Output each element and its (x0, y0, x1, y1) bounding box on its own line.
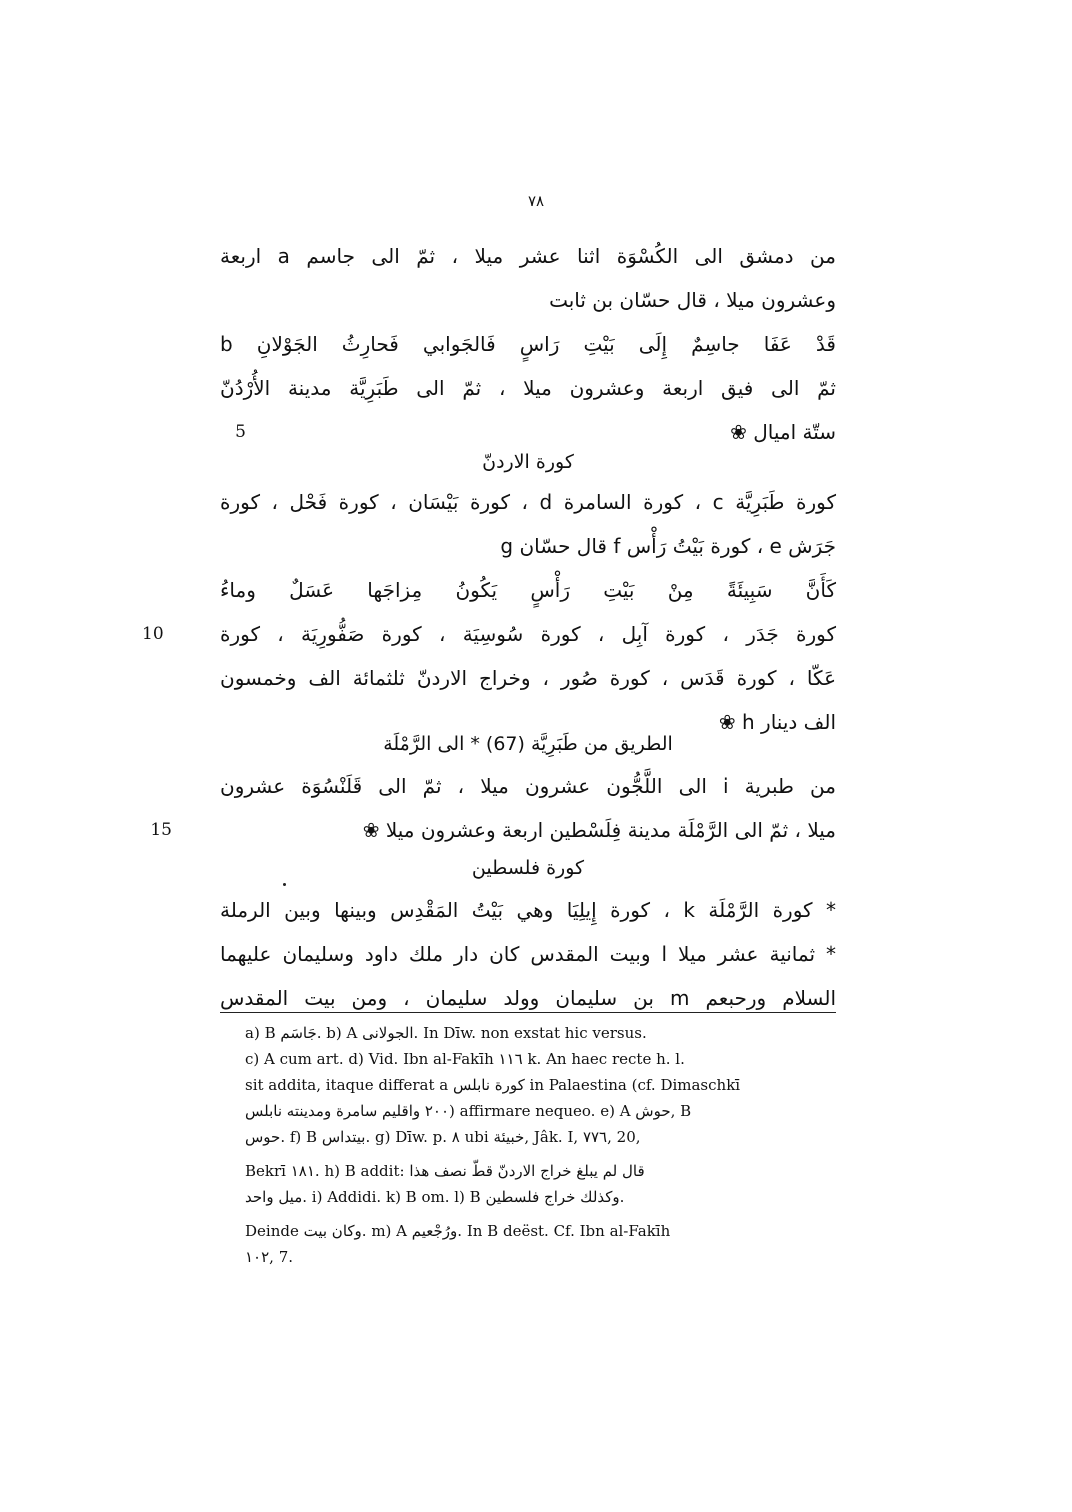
line-number: 5 (235, 422, 246, 442)
footnote-line: ميل واحد. i) Addidi. k) B om. l) B وكذلك خراج فلسطين. (245, 1188, 625, 1206)
text-line: من طبرية i الى اللَّجُّون عشرون ميلا ، ثمّ الى قَلَنْسُوَة عشرون (220, 774, 836, 798)
line-number: 15 (150, 820, 172, 840)
text-line: * كورة الرَّمْلَة k ، كورة إِيلِيَا وهي بَيْتُ المَقْدِس وبينها وبين الرملة (220, 898, 836, 922)
footnote-line: a) B جَاسَم. b) A الجولانى. In Dīw. non exstat hic versus. (245, 1024, 647, 1042)
heading-urdunn: كورة الاردنّ (482, 451, 574, 473)
text-line: كورة جَدَر ، كورة آبِل ، كورة سُوسِيَة ، كورة صَفُّورِيَة ، كورة 10 (220, 612, 836, 656)
text-line: كورة طَبَرِيَّة c ، كورة السامرة d ، كورة بَيْسَان ، كورة فَحْل ، كورة (220, 490, 837, 514)
text-line: * ثمانية عشر ميلا l وبيت المقدس كان دار ملك داود وسليمان عليهما (220, 942, 836, 966)
main-text-block-4 (220, 888, 836, 1020)
main-text-block-1 (220, 234, 836, 454)
main-text-block-2 (142, 480, 837, 744)
stray-mark (283, 883, 286, 886)
text-line: ستّة اميال ❀ 5 (220, 410, 836, 454)
section-heading (220, 440, 836, 484)
page-number: ٧٨ (527, 192, 545, 210)
footnote-line: c) A cum art. d) Vid. Ibn al-Fakīh ١١٦ k. An haec recte h. l. (245, 1050, 685, 1068)
footnote-line: Deinde وكان بيت. m) A ورُجْعيم. In B deëst. Cf. Ibn al-Fakīh (245, 1222, 671, 1240)
text-line: ثمّ الى فيق اربعة وعشرون ميلا ، ثمّ الى طَبَرِيَّة مدينة الأُرْدُنّ (220, 376, 836, 400)
heading-road-tiberias-ramla: الطريق من طَبَرِيَّة (67) * الى الرَّمْلَة (383, 733, 673, 755)
section-heading (220, 722, 836, 766)
main-text-block-3 (150, 764, 836, 852)
section-heading (220, 846, 836, 890)
text-line: عَكّا ، كورة قَدَس ، كورة صُور ، وخراج الاردنّ ثلثمائة الف وخمسون (220, 666, 836, 690)
footnote-line: Bekrī ١٨١. h) B addit: قال لم يبلغ خراج الاردنّ قطّ نصف هذا (245, 1162, 645, 1180)
text-line: جَرَش e ، كورة بَيْتُ رَأْس f قال حسّان g (500, 534, 836, 558)
text-line: وعشرون ميلا ، قال حسّان بن ثابت (549, 288, 836, 312)
footnote-line: sit addita, itaque differat a كورة نابلس in Palaestina (cf. Dimaschkī (245, 1076, 741, 1094)
footnote-line: حوس. f) B بيتداس. g) Dīw. p. ٨ ubi خبيئة, Jâk. I, ٧٧٦, 20, (245, 1128, 641, 1146)
text-line: السلام ورحبعم m بن سليمان وولد سليمان ، ومن بيت المقدس (220, 986, 837, 1010)
heading-filastin: كورة فلسطين (471, 857, 585, 879)
verse-line: قَدْ عَفَا جاسِمٌ إِلَى بَيْتِ رَاسٍ فَالجَوابي فَحارِثُ الجَوْلانِ b (220, 332, 836, 356)
line-number: 10 (142, 624, 164, 644)
text-line: من دمشق الى الكُسْوَة اثنا عشر ميلا ، ثمّ الى جاسم a اربعة (220, 244, 836, 268)
footnotes (245, 1020, 839, 1270)
verse-line: كَأَنَّ سَبِيئَةً مِنْ بَيْتِ رَأْسٍ يَكُونُ مِزاجَها عَسَلٌ وماءُ (220, 578, 836, 602)
footnote-divider (220, 1012, 836, 1013)
text-line: الف دينار h ❀ (718, 710, 836, 734)
footnote-line: ١٠٢, 7. (245, 1248, 294, 1266)
footnote-line: ٢٠٠ واقليم سامرة ومدينته نابلس) affirmare nequeo. e) A حوش, B (245, 1102, 692, 1120)
text-line: ميلا ، ثمّ الى الرَّمْلَة مدينة فِلَسْطين اربعة وعشرون ميلا ❀ 15 (220, 808, 836, 852)
